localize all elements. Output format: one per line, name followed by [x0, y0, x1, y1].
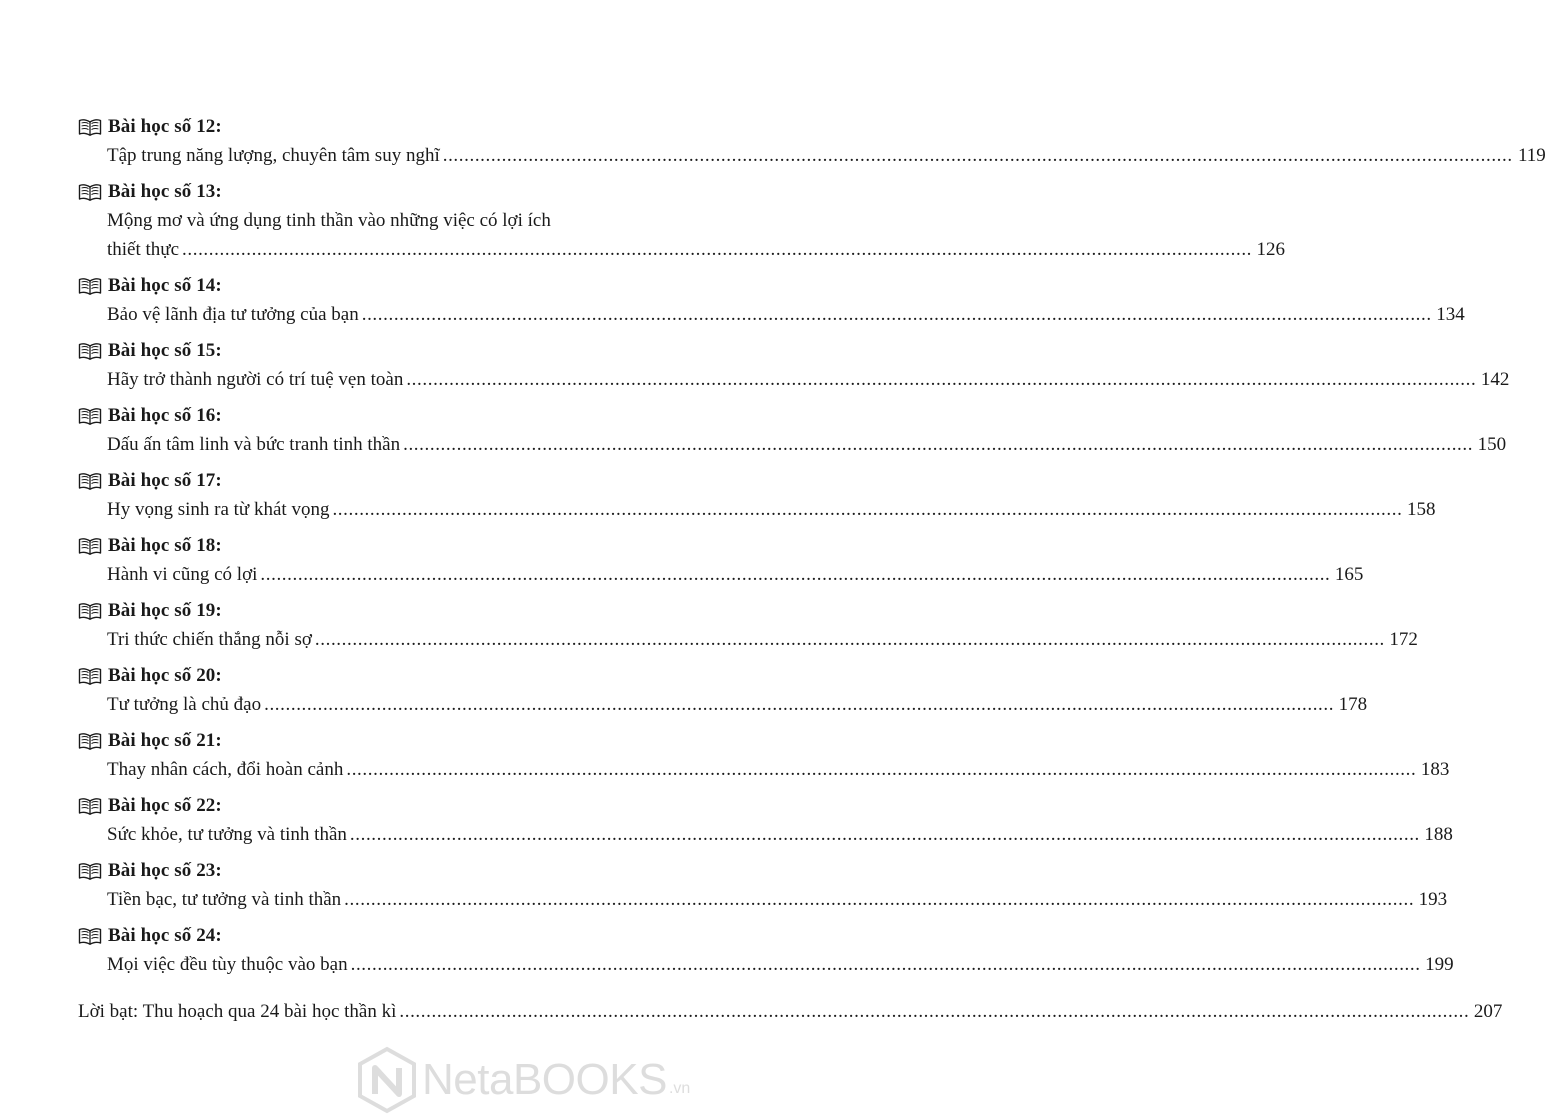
toc-entry-heading [78, 402, 634, 430]
toc-line [107, 690, 1368, 719]
lesson-label: Bài học số 14: [108, 275, 222, 296]
toc-line [107, 625, 1418, 654]
leader-dots: ........................................................................................................................................................................................................ [182, 239, 1253, 260]
toc-line [107, 141, 1546, 170]
page-number: 142 [1480, 369, 1510, 390]
lesson-label: Bài học số 13: [108, 181, 222, 202]
page-number: 150 [1477, 434, 1507, 455]
open-book-icon [78, 797, 102, 815]
toc-line [107, 495, 1436, 524]
watermark-suffix: .vn [668, 1080, 691, 1097]
leader-dots: ........................................................................................................................................................................................................ [314, 629, 1385, 650]
toc-line [107, 950, 1454, 979]
leader-dots: ........................................................................................................................................................................................................ [403, 434, 1474, 455]
open-book-icon [78, 927, 102, 945]
toc-entry [78, 662, 1368, 719]
toc-entry [78, 467, 1436, 524]
open-book-icon [78, 667, 102, 685]
watermark [356, 1040, 691, 1120]
toc-entry-heading [78, 662, 634, 690]
afterword-title: Lời bạt: Thu hoạch qua 24 bài học thần kì [78, 1001, 397, 1022]
toc-line [107, 365, 1510, 394]
lesson-title: Hành vi cũng có lợi [107, 564, 258, 585]
lesson-label: Bài học số 23: [108, 860, 222, 881]
page-number: 119 [1517, 145, 1546, 166]
lesson-label: Bài học số 17: [108, 470, 222, 491]
lesson-label: Bài học số 19: [108, 600, 222, 621]
open-book-icon [78, 537, 102, 555]
leader-dots: ........................................................................................................................................................................................................ [350, 954, 1421, 975]
toc-entry-heading [78, 467, 634, 495]
lesson-title: Tri thức chiến thắng nỗi sợ [107, 629, 312, 650]
leader-dots: ........................................................................................................................................................................................................ [406, 369, 1477, 390]
toc-line [107, 300, 1465, 329]
leader-dots: ........................................................................................................................................................................................................ [399, 1001, 1470, 1022]
lesson-title: Bảo vệ lãnh địa tư tưởng của bạn [107, 304, 359, 325]
lesson-title: Tiền bạc, tư tưởng và tinh thần [107, 889, 342, 910]
page-number: 158 [1406, 499, 1436, 520]
page-number: 178 [1338, 694, 1368, 715]
toc-entry [78, 922, 1454, 979]
toc-entry-heading [78, 597, 634, 625]
toc-entry-heading [78, 727, 634, 755]
page-number: 183 [1420, 759, 1450, 780]
lesson-label: Bài học số 20: [108, 665, 222, 686]
lesson-title: Tư tưởng là chủ đạo [107, 694, 262, 715]
netabooks-logo-icon [356, 1046, 418, 1114]
leader-dots: ........................................................................................................................................................................................................ [346, 759, 1417, 780]
toc-line [107, 885, 1448, 914]
leader-dots: ........................................................................................................................................................................................................ [361, 304, 1432, 325]
lesson-title: Tập trung năng lượng, chuyên tâm suy nghĩ [107, 145, 440, 166]
page-number: 172 [1389, 629, 1418, 650]
lesson-label: Bài học số 21: [108, 730, 222, 751]
leader-dots: ........................................................................................................................................................................................................ [344, 889, 1415, 910]
page-number: 126 [1256, 239, 1286, 260]
open-book-icon [78, 118, 102, 136]
lesson-label: Bài học số 15: [108, 340, 222, 361]
leader-dots: ........................................................................................................................................................................................................ [264, 694, 1335, 715]
page-number: 134 [1436, 304, 1465, 325]
lesson-title: Thay nhân cách, đổi hoàn cảnh [107, 759, 344, 780]
toc-line [107, 235, 1286, 264]
toc-entry [78, 792, 1453, 849]
toc-entry-heading [78, 178, 634, 206]
lesson-label: Bài học số 24: [108, 925, 222, 946]
afterword-line [78, 997, 1503, 1026]
toc-entry-heading [78, 922, 634, 950]
lesson-title: Mộng mơ và ứng dụng tinh thần vào những việc có lợi ích [107, 210, 551, 231]
lesson-title: Hy vọng sinh ra từ khát vọng [107, 499, 330, 520]
toc-entry [78, 597, 1418, 654]
toc-entry [78, 113, 1546, 170]
toc-entry [78, 337, 1510, 394]
toc-entry [78, 272, 1465, 329]
toc-line [107, 755, 1450, 784]
toc-line [107, 430, 1507, 459]
toc-entry-heading [78, 857, 634, 885]
lesson-label: Bài học số 12: [108, 116, 222, 137]
open-book-icon [78, 183, 102, 201]
lesson-label: Bài học số 18: [108, 535, 222, 556]
page-number: 199 [1425, 954, 1454, 975]
toc-line [107, 820, 1453, 849]
toc-entry-heading [78, 532, 634, 560]
open-book-icon [78, 602, 102, 620]
page-number: 193 [1418, 889, 1448, 910]
toc-line [107, 206, 634, 235]
leader-dots: ........................................................................................................................................................................................................ [349, 824, 1420, 845]
open-book-icon [78, 862, 102, 880]
open-book-icon [78, 277, 102, 295]
toc-entry [78, 727, 1450, 784]
toc-entry [78, 402, 1507, 459]
page-number: 188 [1424, 824, 1453, 845]
table-of-contents [78, 113, 1546, 1026]
leader-dots: ........................................................................................................................................................................................................ [260, 564, 1331, 585]
toc-entry-heading [78, 272, 634, 300]
leader-dots: ........................................................................................................................................................................................................ [442, 145, 1513, 166]
toc-entry [78, 532, 1364, 589]
toc-line [107, 560, 1364, 589]
toc-entry-heading [78, 792, 634, 820]
lesson-title: Hãy trở thành người có trí tuệ vẹn toàn [107, 369, 404, 390]
open-book-icon [78, 472, 102, 490]
page-number: 207 [1473, 1001, 1503, 1022]
toc-entry [78, 178, 1286, 264]
watermark-brand: NetaBOOKS [422, 1055, 667, 1104]
lesson-title: Mọi việc đều tùy thuộc vào bạn [107, 954, 348, 975]
open-book-icon [78, 342, 102, 360]
open-book-icon [78, 407, 102, 425]
lesson-label: Bài học số 22: [108, 795, 222, 816]
toc-entry [78, 857, 1448, 914]
toc-entry-heading [78, 113, 634, 141]
page-number: 165 [1334, 564, 1364, 585]
lesson-title: Sức khỏe, tư tưởng và tinh thần [107, 824, 347, 845]
lesson-label: Bài học số 16: [108, 405, 222, 426]
open-book-icon [78, 732, 102, 750]
leader-dots: ........................................................................................................................................................................................................ [332, 499, 1403, 520]
toc-entry-heading [78, 337, 634, 365]
lesson-title: Dấu ấn tâm linh và bức tranh tinh thần [107, 434, 401, 455]
lesson-title: thiết thực [107, 239, 180, 260]
